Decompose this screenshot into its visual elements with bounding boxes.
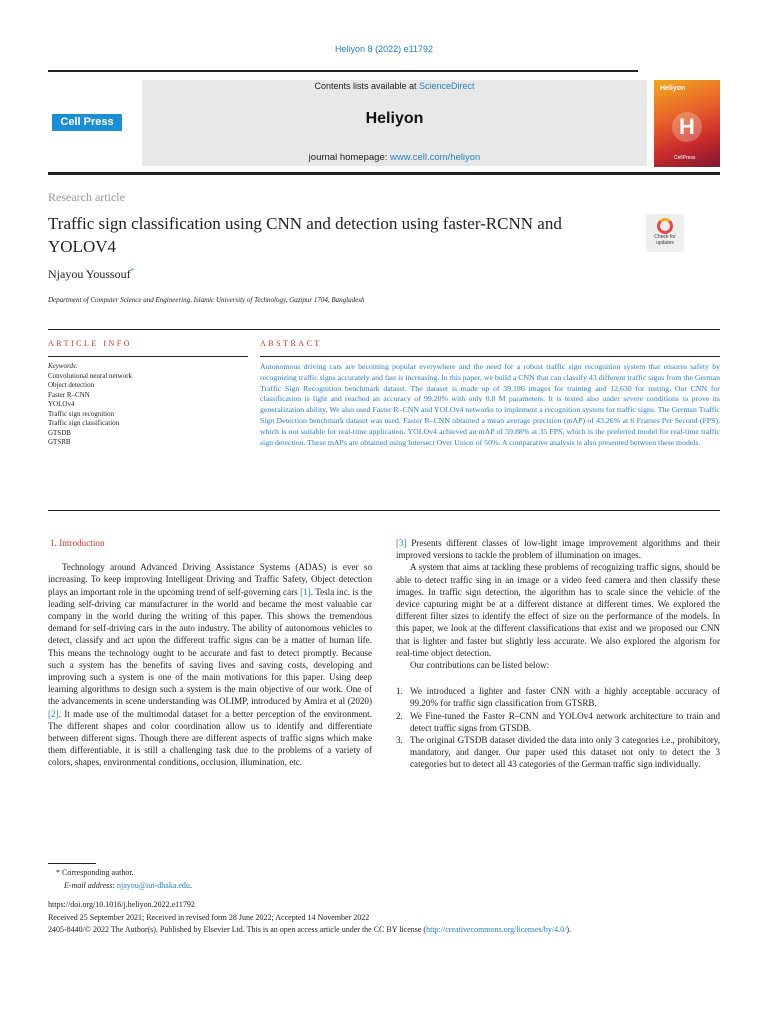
list-item (396, 734, 720, 771)
corresponding-author: * Corresponding author. (56, 868, 134, 877)
right-text-1: Presents different classes of low-light image improvement algorithms and their improved versions to tackle the problem of illumination on images. (396, 538, 720, 561)
intro-text-c: . It made use of the multimodal dataset for a better perception of the environment. The different shapes and color coordination allow us to identify and differentiate between different signs. Though there are different aspects of traffic signs which make them differentiable, it is still a challenging task due to the problems of a variety of colors, shapes, environmental conditions, occlusion, illumination, etc. (48, 708, 372, 768)
keywords-title: Keywords: (48, 362, 79, 370)
contents-line (142, 81, 647, 91)
list-item (396, 710, 720, 734)
abstract-bottom-rule (48, 510, 720, 511)
journal-homepage (142, 152, 647, 163)
list-number: 1. (396, 686, 403, 697)
list-text: The original GTSDB dataset divided the data into only 3 categories i.e., prohibitory, mandatory, and danger. Our paper used this dataset not only to detect the 3 categories but to detect all 43 categories of the German traffic sign individually. (410, 735, 720, 770)
right-paragraph-3: Our contributions can be listed below: (410, 660, 550, 671)
author-name (48, 267, 134, 282)
keyword-item: Traffic sign recognition (48, 409, 115, 418)
article-type: Research article (48, 190, 125, 204)
info-rule (48, 356, 248, 357)
contributions-list (396, 685, 720, 770)
body-left-column (48, 537, 372, 769)
contents-prefix: Contents lists available at (314, 81, 420, 91)
received-dates: Received 25 September 2021; Received in revised form 28 June 2022; Accepted 14 November 2022 (48, 913, 370, 922)
list-item (396, 685, 720, 709)
cellpress-logo[interactable]: Cell Press (52, 114, 122, 131)
list-number: 2. (396, 710, 403, 721)
citation-3[interactable]: [3] (396, 538, 407, 548)
keyword-item: YOLOv4 (48, 400, 75, 408)
homepage-prefix: journal homepage: (308, 152, 391, 163)
body-right-column (396, 537, 720, 771)
journal-name: Heliyon (365, 110, 424, 127)
email-end: . (189, 881, 192, 890)
abstract-label: ABSTRACT (260, 339, 322, 348)
sciencedirect-link[interactable]: ScienceDirect (419, 81, 475, 91)
right-paragraph-2: A system that aims at tackling these problems of recognizing traffic signs, should be able to detect traffic sing in an image or a video feed camera and then classify these images. In traffic sign detection, the algorithm has to scale since the vehicle of the device capturing might be at a different distance at different times. We explored the different filter sizes to identify the effect of size on the performance of the models. In this paper, we look at the different classifications that exist and we proposed our CNN that is lighter and faster but slightly less accurate. We also explored the algorism for real-time object detection. (396, 562, 720, 658)
list-text: We Fine-tuned the Faster R–CNN and YOLOv4 network architecture to train and detect traffic signs from GTSDB. (410, 710, 720, 733)
section-heading: 1. Introduction (50, 538, 105, 548)
intro-paragraph (48, 561, 372, 768)
abstract-rule (260, 356, 720, 357)
license-text: 2405-8440/© 2022 The Author(s). Published by Elsevier Ltd. This is an open access article under the CC BY license ( (48, 925, 427, 934)
journal-reference[interactable]: Heliyon 8 (2022) e11792 (335, 44, 433, 54)
license-link[interactable]: http://creativecommons.org/licenses/by/4.0/ (426, 925, 567, 934)
list-text: We introduced a lighter and faster CNN with a highly acceptable accuracy of 99.20% for traffic sign classification from GTSRB. (410, 686, 720, 709)
author-mark[interactable]: * (130, 267, 135, 275)
email-line (56, 879, 192, 892)
cover-h-icon: H (672, 112, 702, 142)
affiliation: Department of Computer Science and Engineering, Islamic University of Technology, Gazipur 1704, Bangladesh (48, 296, 365, 304)
citation-2[interactable]: [2] (48, 708, 59, 719)
intro-text-a: Technology around Advanced Driving Assistance Systems (ADAS) is ever so increasing. To keep improving Intelligent Driving and Traffic Safety, Object detection plays an important role in the upcoming trend of self-governing cars (48, 562, 372, 597)
footnote-rule (48, 863, 96, 864)
check-updates-icon (657, 218, 673, 234)
article-info-label: ARTICLE INFO (48, 339, 132, 348)
email-link[interactable]: njayou@iut-dhaka.edu (117, 881, 190, 890)
cover-title: Heliyon (660, 85, 686, 92)
info-top-rule (48, 329, 720, 330)
keyword-item: Convolutional neural network (48, 371, 132, 380)
check-for-updates-badge[interactable] (646, 214, 684, 252)
author-text: Njayou Youssouf (48, 267, 131, 281)
check-updates-label: Check for updates (654, 234, 676, 246)
intro-text-b: . Tesla inc. is the leading self-driving car manufacturer in the world and became the most valuable car company in the world during the writing of this paper. This shows the tremendous demand for self-driving cars in the auto industry. The ability of autonomous vehicles to detect, classify and act upon the different traffic signs can be a matter of human life. This means the technology ought to be accurate and fast to detect promptly. Because such a system has the benefits of saving lives and saving costs, developing and improving such a system is one of the main motivations for this paper. Using deep learning algorithms to design such a system is the main objective of our work. One of the advancements in scene understanding was OLIMP, introduced by Amira et al (2020) (48, 586, 372, 707)
abstract-text: Autonomous driving cars are becoming popular everywhere and the need for a robust traffic sign recognition system that ensures safety by recognizing traffic signs accurately and fast is increasing. In this paper, we build a CNN that can classify 43 different traffic signs from the German Traffic Sign Recognition benchmark dataset. The dataset is made up of 39,186 images for training and 12,630 for testing. Our CNN for classification is light and reached an accuracy of 99.20% with only 0.8 M parameters. It is tested also under severe conditions to prove its generalization ability. We also used Faster R–CNN and YOLOv4 networks to implement a recognition system for traffic signs. The German Traffic Sign Detection benchmark dataset was used. Faster R–CNN obtained a mean average precision (mAP) of 43.26% at 6 Frames Per Second (FPS), which is not suitable for real-time application. YOLOv4 achieved an mAP of 59.88% at 35 FPS, which is the preferred model for real-time traffic sign detection. These mAPs are obtained using Intersect Over Union of 50%. A comparative analysis is also presented between these models. (260, 362, 720, 447)
keyword-item: Object detection (48, 381, 95, 389)
license-line (48, 924, 728, 935)
masthead-bottom-rule (48, 172, 720, 175)
homepage-link[interactable]: www.cell.com/heliyon (390, 152, 481, 163)
keyword-item: Traffic sign classification (48, 419, 120, 427)
license-end: ). (566, 925, 572, 934)
doi-link[interactable]: https://doi.org/10.1016/j.heliyon.2022.e11792 (48, 900, 195, 909)
keyword-item: Faster R–CNN (48, 390, 90, 399)
email-label: E-mail address: (64, 881, 118, 890)
keywords-block (48, 362, 248, 448)
keyword-item: GTSDB (48, 428, 71, 437)
cover-brand: CellPress (674, 155, 696, 161)
article-title: Traffic sign classification using CNN and detection using faster-RCNN and YOLOV4 (48, 214, 562, 256)
keyword-item: GTSRB (48, 438, 71, 446)
citation-1[interactable]: [1] (300, 586, 311, 597)
right-paragraph-1 (396, 537, 720, 561)
masthead-top-rule (48, 70, 638, 72)
footnote (56, 866, 192, 892)
list-number: 3. (396, 735, 403, 746)
